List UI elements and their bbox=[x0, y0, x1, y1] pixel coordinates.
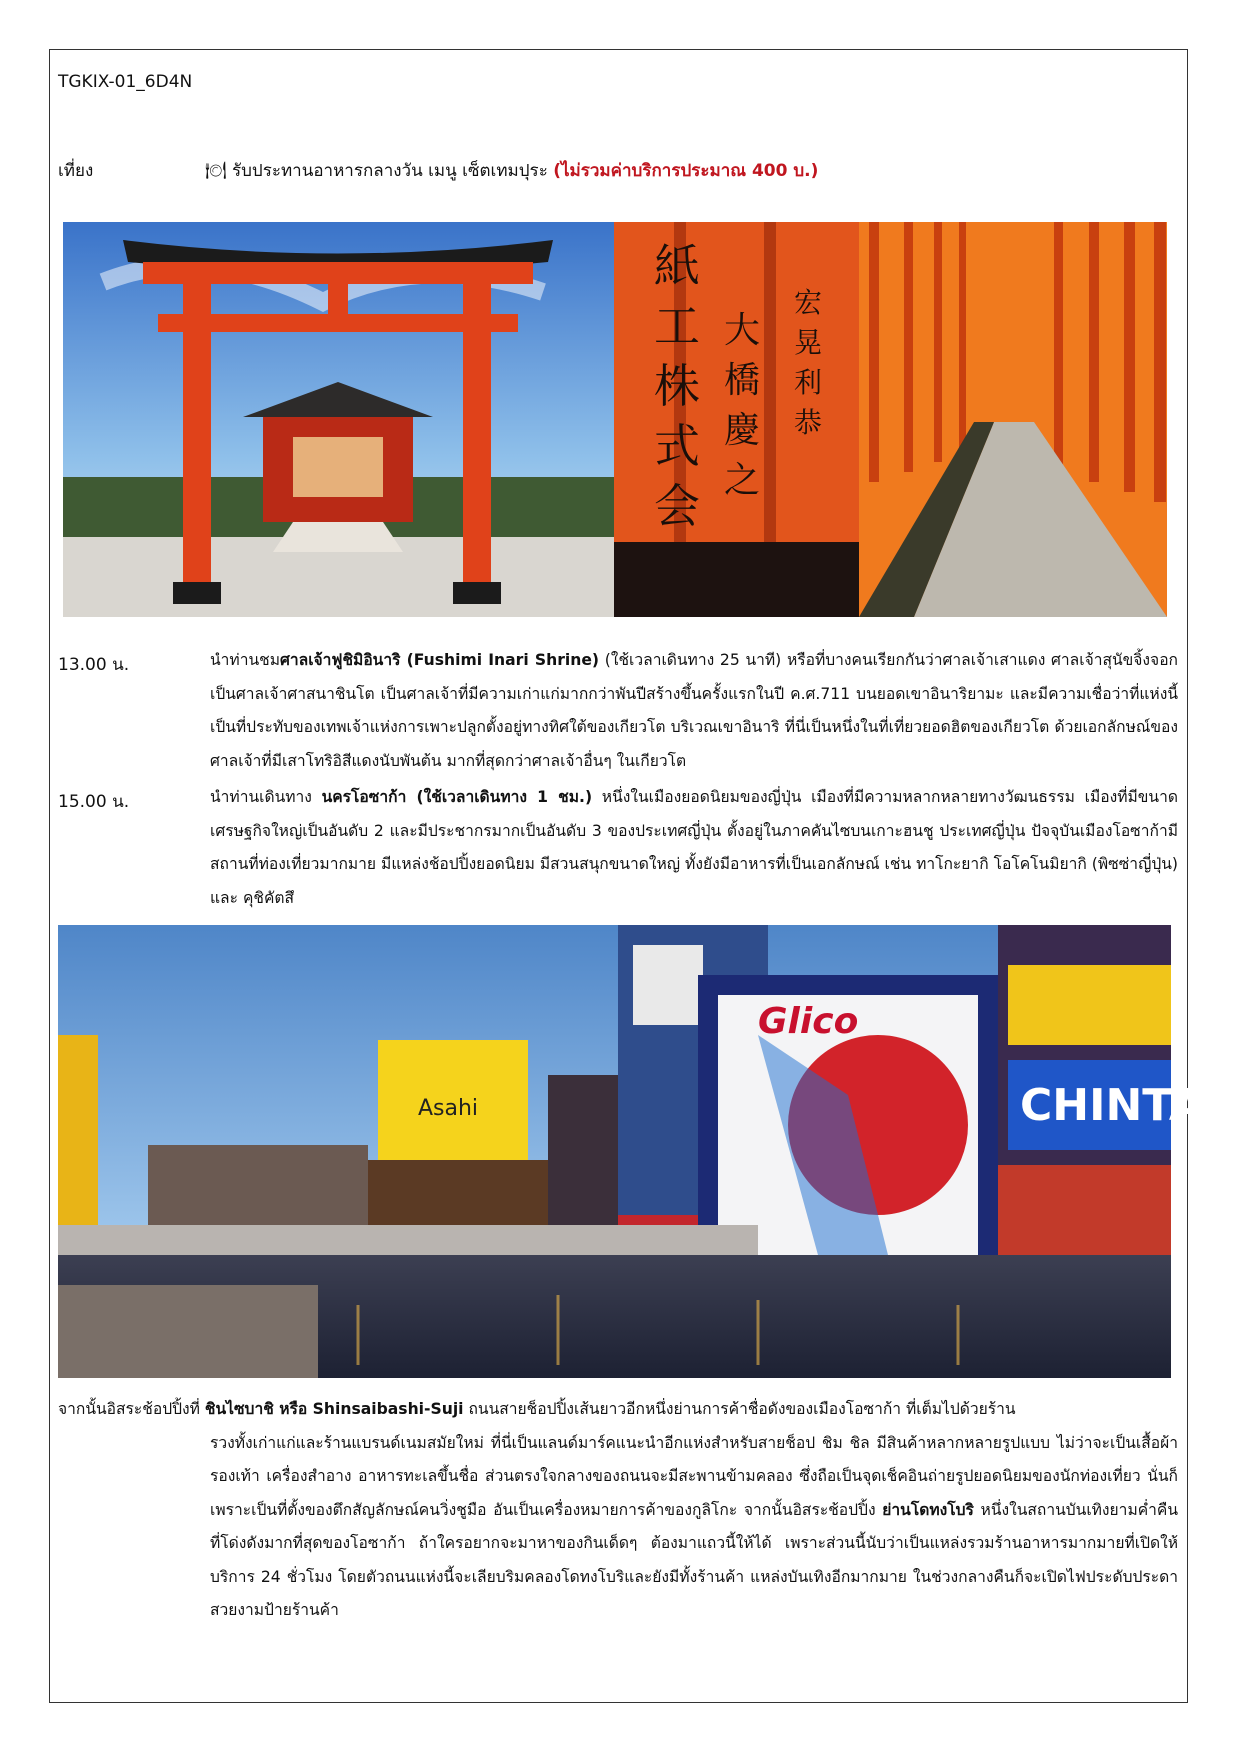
lunch-note: (ไม่รวมค่าบริการประมาณ 400 บ.) bbox=[553, 161, 819, 181]
torii-gate-photo bbox=[63, 222, 614, 617]
paragraph-first-line: จากนั้นอิสระช้อปปิ้งที่ ชินไซบาชิ หรือ Shinsaibashi-Suji ถนนสายช็อปปิ้งเส้นยาวอีกหนึ่งย่านการค้าชื่อดังของเมืองโอซาก้า ที่เต็มไปด้วยร้าน bbox=[58, 1400, 1016, 1418]
svg-text:大: 大 bbox=[724, 310, 761, 351]
svg-text:株: 株 bbox=[654, 359, 700, 413]
sign-chinta: CHINTA bbox=[1020, 1080, 1203, 1131]
svg-text:慶: 慶 bbox=[724, 410, 761, 451]
schedule-text-osaka: นำท่านเดินทาง นครโอซาก้า (ใช้เวลาเดินทาง 1 ชม.) หนึ่งในเมืองยอดนิยมของญี่ปุ่น เมืองที่มีความหลากหลายทางวัฒนธรรม เมืองที่มีขนาดเศรษฐกิจใหญ่เป็นอันดับ 2 และมีประชากรมากเป็นอันดับ 3 ของประเทศญี่ปุ่น ตั้งอยู่ในภาคคันไซบนเกาะฮนชู ประเทศญี่ปุ่น ปัจจุบันเมืองโอซาก้ามีสถานที่ท่องเที่ยวมากมาย มีแหล่งช้อปปิ้งยอดนิยม มีสวนสนุกขนาดใหญ่ ทั้งยังมีอาหารที่เป็นเอกลักษณ์ เช่น ทาโกะยากิ โอโคโนมิยากิ (พิซซ่าญี่ปุ่น) และ คุชิคัตสึ bbox=[210, 788, 1178, 907]
svg-text:会: 会 bbox=[654, 479, 700, 533]
svg-text:利: 利 bbox=[794, 366, 823, 399]
svg-text:紙: 紙 bbox=[654, 239, 700, 293]
svg-text:橋: 橋 bbox=[724, 360, 761, 401]
place-name: ชินไซบาชิ หรือ Shinsaibashi-Suji bbox=[204, 1400, 464, 1418]
svg-text:宏: 宏 bbox=[794, 286, 823, 319]
dotonbori-photo bbox=[58, 925, 1203, 1378]
schedule-time: 13.00 น. bbox=[58, 655, 130, 675]
svg-text:之: 之 bbox=[724, 460, 761, 501]
lunch-text: รับประทานอาหารกลางวัน เมนู เซ็ตเทมปุระ bbox=[232, 161, 548, 181]
svg-text:恭: 恭 bbox=[794, 406, 823, 439]
paragraph-rest: รวงทั้งเก่าแก่และร้านแบรนด์เนมสมัยใหม่ ที่นี่เป็นแลนด์มาร์คแนะนำอีกแห่งสำหรับสายช็อป ชิม ชิล มีสินค้าหลากหลายรูปแบบ ไม่ว่าจะเป็นเสื้อผ้า รองเท้า เครื่องสำอาง อาหารทะเลขึ้นชื่อ ส่วนตรงใจกลางของถนนจะมีสะพานข้ามคลอง ซึ่งถือเป็นจุดเช็คอินถ่ายรูปยอดนิยมของนักท่องเที่ยว นั่นก็เพราะเป็นที่ตั้งของตึกสัญลักษณ์คนวิ่งชูมือ อันเป็นเครื่องหมายการค้าของกูลิโกะ จากนั้นอิสระช้อปปิ้ง ย่านโดทงโบริ หนึ่งในสถานบันเทิงยามค่ำคืนที่โด่งดังมากที่สุดของโอซาก้า ถ้าใครอยากจะมาหาของกินเด็ดๆ ต้องมาแถวนี้ให้ได้ เพราะส่วนนี้นับว่าเป็นแหล่งรวมร้านอาหารมากมายที่เปิดให้บริการ 24 ชั่วโมง โดยตัวถนนแห่งนี้จะเลียบริมคลองโดทงโบริและยังมีทั้งร้านค้า แหล่งบันเทิงอีกมากมาย ในช่วงกลางคืนก็จะเปิดไฟประดับประดาสวยงามป้ายร้านค้า bbox=[210, 1433, 1178, 1619]
lunch-line bbox=[205, 155, 818, 188]
torii-tunnel-photo bbox=[614, 222, 1167, 617]
lunch-label: เที่ยง bbox=[58, 161, 94, 181]
svg-text:晃: 晃 bbox=[794, 326, 823, 359]
schedule-time: 15.00 น. bbox=[58, 792, 130, 812]
svg-text:工: 工 bbox=[654, 299, 700, 353]
shinsaibashi-paragraph bbox=[58, 1393, 1178, 1628]
sign-asahi: Asahi bbox=[418, 1096, 479, 1121]
svg-text:式: 式 bbox=[654, 419, 700, 473]
place-name: ย่านโดทงโบริ bbox=[882, 1500, 974, 1519]
schedule-text-fushimi: นำท่านชมศาลเจ้าฟูชิมิอินาริ (Fushimi Inari Shrine) (ใช้เวลาเดินทาง 25 นาที) หรือที่บางคนเรียกกันว่าศาลเจ้าเสาแดง ศาลเจ้าสุนัขจิ้งจอก เป็นศาลเจ้าศาสนาชินโต เป็นศาลเจ้าที่มีความเก่าแก่มากกว่าพันปีสร้างขึ้นครั้งแรกในปี ค.ศ.711 บนยอดเขาอินาริยามะ และมีความเชื่อว่าที่แห่งนี้เป็นที่ประทับของเทพเจ้าแห่งการเพาะปลูกตั้งอยู่ทางทิศใต้ของเกียวโต บริเวณเขาอินาริ ที่นี่เป็นหนึ่งในที่เที่ยวยอดฮิตของเกียวโต ด้วยเอกลักษณ์ของศาลเจ้าที่มีเสาโทริอิสีแดงนับพันต้น มากที่สุดกว่าศาลเจ้าอื่นๆ ในเกียวโต bbox=[210, 651, 1178, 770]
dish-icon: 🍽 bbox=[205, 161, 227, 181]
sign-glico: Glico bbox=[758, 1001, 859, 1042]
place-name: นครโอซาก้า (ใช้เวลาเดินทาง 1 ชม.) bbox=[321, 788, 593, 806]
place-name: ศาลเจ้าฟูชิมิอินาริ (Fushimi Inari Shrine) bbox=[279, 651, 600, 669]
document-code: TGKIX-01_6D4N bbox=[58, 72, 193, 92]
